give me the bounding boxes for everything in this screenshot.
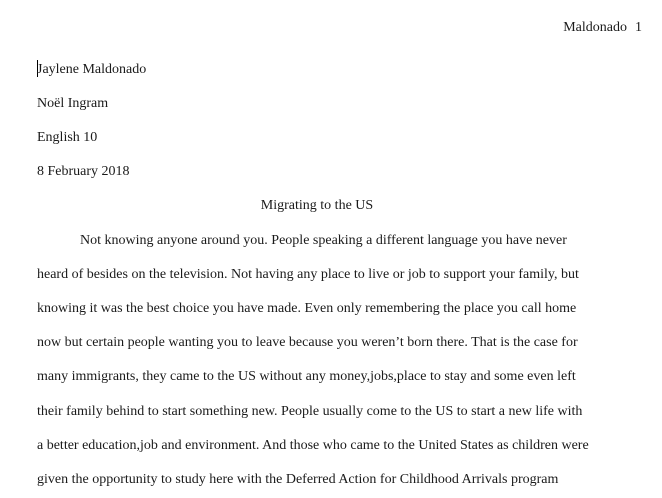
paragraph-line[interactable]: given the opportunity to study here with the Deferred Action for Childhood Arrivals program [37, 472, 559, 487]
instructor-name[interactable]: Noël Ingram [37, 96, 109, 111]
running-header [563, 20, 642, 36]
essay-title[interactable]: Migrating to the US [260, 198, 374, 213]
header-surname: Maldonado [563, 20, 627, 35]
paragraph-line[interactable]: now but certain people wanting you to leave because you weren’t born there. That is the case for [37, 335, 578, 350]
paragraph-line[interactable]: knowing it was the best choice you have made. Even only remembering the place you call home [37, 301, 577, 316]
document-date[interactable]: 8 February 2018 [37, 164, 130, 179]
course-name[interactable]: English 10 [37, 130, 98, 145]
paragraph-line[interactable]: a better education,job and environment. And those who came to the United States as children were [37, 438, 589, 453]
paragraph-line[interactable]: heard of besides on the television. Not having any place to live or job to support your family, but [37, 267, 579, 282]
paragraph-line[interactable]: their family behind to start something new. People usually come to the US to start a new life with [37, 404, 583, 419]
student-name[interactable]: Jaylene Maldonado [37, 62, 147, 77]
header-page-number: 1 [635, 20, 642, 35]
paragraph-line[interactable]: Not knowing anyone around you. People speaking a different language you have never [80, 233, 567, 248]
paragraph-line[interactable]: many immigrants, they came to the US without any money,jobs,place to stay and some even left [37, 369, 576, 384]
